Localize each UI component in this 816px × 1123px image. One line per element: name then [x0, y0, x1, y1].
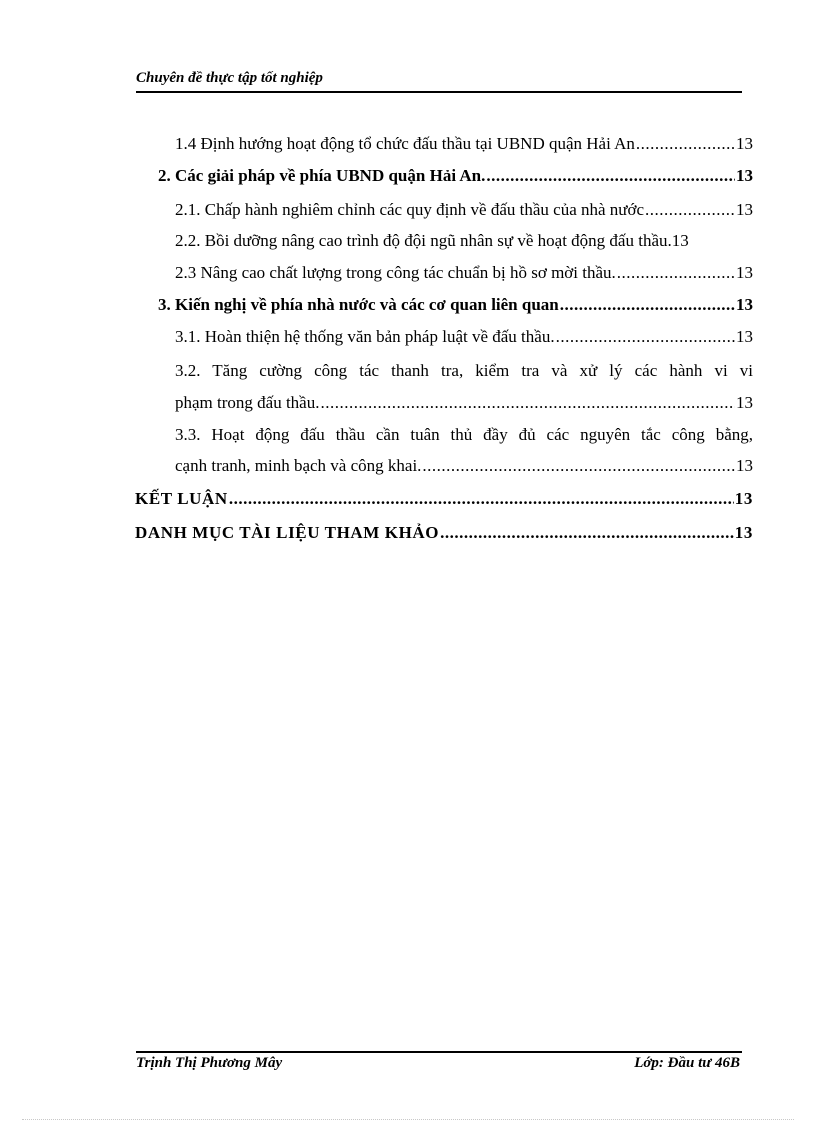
toc-page-number: 13: [736, 295, 753, 314]
toc-entry-label: 2.2. Bồi dưỡng nâng cao trình độ đội ngũ nhân sự về hoạt động đấu thầu.: [175, 231, 672, 250]
running-header-title: Chuyên đề thực tập tốt nghiệp: [136, 70, 323, 86]
toc-leader-dots: [320, 393, 735, 413]
toc-page-number: 13: [736, 134, 753, 153]
footer-author: Trịnh Thị Phương Mây: [136, 1055, 283, 1071]
toc-leader-dots: [422, 456, 735, 476]
toc-entry-3-3-line1[interactable]: 3.3. Hoạt động đấu thầu cần tuân thủ đầy đủ các nguyên tắc công bằng,: [175, 425, 753, 444]
footer-class: Lớp: Đầu tư 46B: [634, 1055, 740, 1071]
toc-entry-label: DANH MỤC TÀI LIỆU THAM KHẢO: [135, 523, 440, 542]
toc-leader-dots: [440, 523, 734, 543]
toc-entry-label: 2.3 Nâng cao chất lượng trong công tác chuẩn bị hồ sơ mời thầu.: [175, 263, 616, 282]
toc-entry-label: KẾT LUẬN: [135, 489, 228, 508]
toc-entry-2-1[interactable]: [175, 200, 753, 220]
toc-entry-label: 2. Các giải pháp về phía UBND quận Hải An.: [158, 166, 486, 185]
toc-page-number: 13: [736, 166, 753, 185]
toc-entry-label: cạnh tranh, minh bạch và công khai.: [175, 456, 422, 475]
toc-leader-dots: [560, 295, 735, 315]
toc-entry-3-2[interactable]: [175, 393, 753, 413]
toc-leader-dots: [556, 327, 735, 347]
toc-leader-dots: [486, 166, 735, 186]
toc-page-number: 13: [734, 523, 753, 542]
toc-leader-dots: [645, 200, 735, 220]
toc-entry-2-3[interactable]: [175, 263, 753, 283]
toc-leader-dots: [617, 263, 735, 283]
toc-entry-danh-muc[interactable]: [135, 523, 753, 543]
toc-leader-dots: [229, 489, 734, 509]
toc-entry-3-3[interactable]: [175, 456, 753, 476]
toc-page-number: 13: [736, 327, 753, 346]
toc-entry-label: 1.4 Định hướng hoạt động tổ chức đấu thầu tại UBND quận Hải An: [175, 134, 635, 153]
toc-entry-ket-luan[interactable]: [135, 489, 753, 509]
toc-entry-3-1[interactable]: [175, 327, 753, 347]
toc-page-number: 13: [736, 200, 753, 219]
page-bottom-border: [22, 1119, 794, 1120]
toc-entry-3[interactable]: [158, 295, 753, 315]
toc-entry-1-4[interactable]: [175, 134, 753, 154]
toc-leader-dots: [636, 134, 735, 154]
toc-page-number: 13: [736, 263, 753, 282]
toc-entry-2-2[interactable]: [175, 231, 753, 251]
toc-page-number: 13: [736, 393, 753, 412]
toc-entry-label: 2.1. Chấp hành nghiêm chỉnh các quy định về đấu thầu của nhà nước: [175, 200, 645, 219]
toc-entry-3-2-line1[interactable]: 3.2. Tăng cường công tác thanh tra, kiểm tra và xử lý các hành vi vi: [175, 361, 753, 380]
toc-entry-label: 3.1. Hoàn thiện hệ thống văn bản pháp luật về đấu thầu.: [175, 327, 555, 346]
toc-page-number: 13: [734, 489, 753, 508]
toc-entry-label: 3. Kiến nghị về phía nhà nước và các cơ quan liên quan: [158, 295, 559, 314]
toc-page-number: 13: [736, 456, 753, 475]
toc-entry-label: phạm trong đấu thầu.: [175, 393, 320, 412]
footer-rule: [136, 1051, 742, 1053]
toc-entry-2[interactable]: [158, 166, 753, 186]
toc-page-number: 13: [671, 231, 689, 250]
